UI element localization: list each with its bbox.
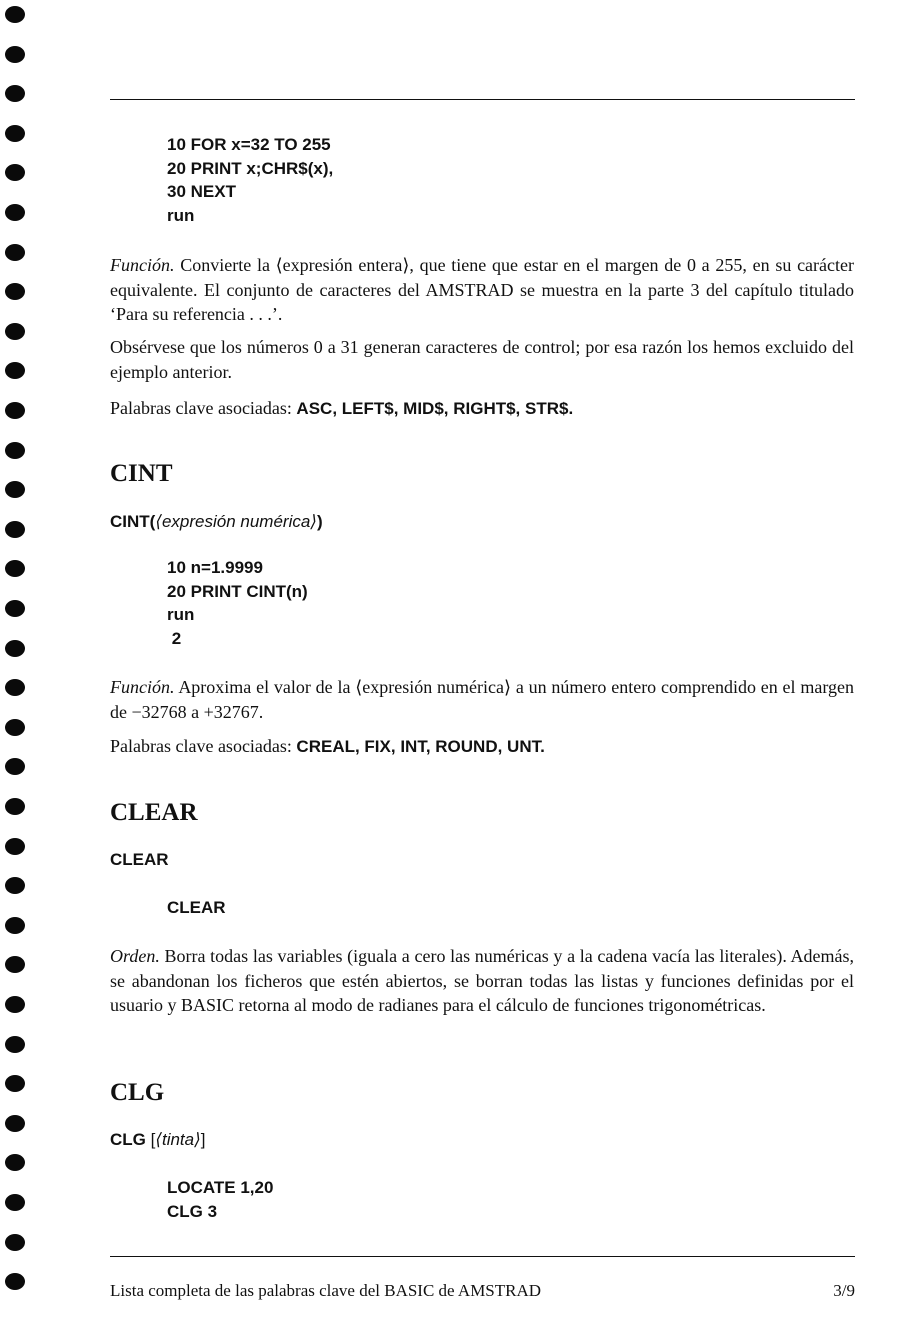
related-keywords: ASC, LEFT$, MID$, RIGHT$, STR$. [296,399,574,418]
punch-hole-icon [5,85,25,102]
cint-syntax [110,511,323,533]
punch-hole-icon [5,402,25,419]
cint-example-code [167,556,308,650]
syntax-close: ) [316,512,323,531]
punch-hole-icon [5,481,25,498]
cint-function-paragraph [110,675,854,724]
punch-hole-icon [5,1154,25,1171]
chr-function-paragraph [110,253,854,327]
punch-hole-icon [5,323,25,340]
binding-holes [0,0,40,1334]
syntax-close: ] [200,1130,206,1149]
punch-hole-icon [5,125,25,142]
page-footer [110,1280,855,1302]
function-lead: Función. [110,677,175,697]
code-line: run [167,605,195,624]
syntax-args: ⟨tinta⟩ [155,1130,201,1149]
clear-function-paragraph [110,944,854,1018]
punch-hole-icon [5,521,25,538]
related-keywords: CREAL, FIX, INT, ROUND, UNT. [296,737,545,756]
punch-hole-icon [5,917,25,934]
chr-note-paragraph: Obsérvese que los números 0 a 31 generan caracteres de control; por esa razón los hemos excluido del ejemplo anterior. [110,337,854,382]
punch-hole-icon [5,956,25,973]
code-line: LOCATE 1,20 [167,1178,274,1197]
code-line: 10 n=1.9999 [167,558,263,577]
syntax-open: [ [145,1130,156,1149]
punch-hole-icon [5,6,25,23]
punch-hole-icon [5,560,25,577]
function-text: Convierte la ⟨expresión entera⟩, que tiene que estar en el margen de 0 a 255, en su carácter equivalente. El conjunto de caracteres del AMSTRAD se muestra en la parte 3 del capítulo titulado ‘Para su referencia . . .’. [110,255,855,324]
code-line: run [167,205,195,225]
punch-hole-icon [5,758,25,775]
punch-hole-icon [5,204,25,221]
punch-hole-icon [5,442,25,459]
chr-related-paragraph [110,396,854,422]
punch-hole-icon [5,1036,25,1053]
code-line: CLG 3 [167,1201,218,1221]
punch-hole-icon [5,838,25,855]
punch-hole-icon [5,1194,25,1211]
code-line: 30 NEXT [167,182,236,201]
footer-title: Lista completa de las palabras clave del BASIC de AMSTRAD [110,1281,542,1300]
punch-hole-icon [5,164,25,181]
function-lead: Orden. [110,946,160,966]
clg-example-code [167,1176,273,1223]
bottom-rule [110,1256,855,1257]
punch-hole-icon [5,798,25,815]
punch-hole-icon [5,244,25,261]
syntax-keyword: CLG [110,1130,146,1149]
code-line: 2 [167,628,182,648]
code-line: 10 FOR x=32 TO 255 [167,135,331,154]
code-line: CLEAR [167,898,226,917]
clg-heading: CLG [110,1079,165,1106]
punch-hole-icon [5,283,25,300]
clear-example-code [167,896,226,920]
code-line: 20 PRINT x;CHR$(x), [167,158,334,178]
punch-hole-icon [5,600,25,617]
clg-syntax [110,1129,205,1151]
punch-hole-icon [5,1115,25,1132]
syntax-args: ⟨expresión numérica⟩ [155,512,317,531]
cint-related-paragraph [110,734,854,760]
code-line: 20 PRINT CINT(n) [167,581,308,601]
function-text: Aproxima el valor de la ⟨expresión numérica⟩ a un número entero comprendido en el margen de −32768 a +32767. [110,677,854,722]
function-lead: Función. [110,255,175,275]
function-text: Borra todas las variables (iguala a cero las numéricas y a la cadena vacía las literales). Además, se abandonan los ficheros que estén abiertos, se borran todas las listas y funciones definidas por el usuario y BASIC retorna al modo de radianes para el cálculo de funciones trigonométricas. [110,946,855,1015]
punch-hole-icon [5,877,25,894]
punch-hole-icon [5,362,25,379]
clear-syntax [110,849,169,871]
punch-hole-icon [5,640,25,657]
punch-hole-icon [5,1273,25,1290]
punch-hole-icon [5,679,25,696]
cint-heading: CINT [110,460,173,487]
syntax-keyword: CINT( [110,512,156,531]
clear-heading: CLEAR [110,799,198,826]
punch-hole-icon [5,996,25,1013]
punch-hole-icon [5,719,25,736]
punch-hole-icon [5,1075,25,1092]
related-label: Palabras clave asociadas: [110,398,292,418]
related-label: Palabras clave asociadas: [110,736,292,756]
top-rule [110,99,855,100]
punch-hole-icon [5,1234,25,1251]
page-number: 3/9 [833,1281,855,1300]
punch-hole-icon [5,46,25,63]
chr-example-code [167,133,333,227]
syntax-keyword: CLEAR [110,850,169,869]
